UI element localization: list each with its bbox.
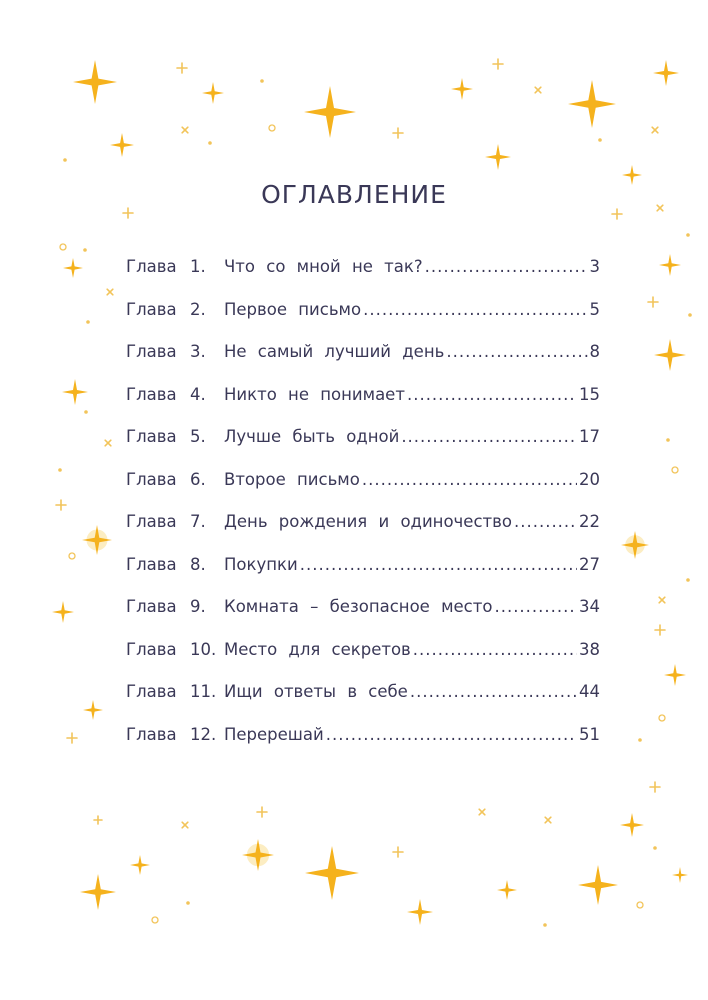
dot-icon bbox=[83, 248, 87, 252]
dot-icon bbox=[598, 138, 602, 142]
dot-icon bbox=[58, 468, 62, 472]
toc-row[interactable] bbox=[126, 342, 600, 385]
chapter-page: 17 bbox=[579, 427, 600, 446]
chapter-name: Комната – безопасное место bbox=[224, 597, 493, 616]
chapter-number: 3. bbox=[190, 342, 206, 361]
dot-leader bbox=[362, 470, 577, 489]
chapter-word: Глава bbox=[126, 299, 177, 319]
ring-dot-icon bbox=[152, 917, 158, 923]
chapter-word: Глава bbox=[126, 554, 177, 574]
star-icon bbox=[110, 133, 134, 157]
dot-icon bbox=[688, 313, 692, 317]
dot-leader bbox=[446, 342, 587, 361]
star-icon bbox=[621, 531, 649, 559]
star-icon bbox=[305, 846, 359, 900]
chapter-number: 9. bbox=[190, 597, 206, 616]
dot-icon bbox=[84, 410, 88, 414]
toc-row[interactable] bbox=[126, 725, 600, 768]
plus-mark-icon bbox=[177, 63, 187, 73]
star-icon bbox=[620, 813, 644, 837]
dot-icon bbox=[686, 233, 690, 237]
dot-icon bbox=[686, 578, 690, 582]
star-icon bbox=[63, 258, 83, 278]
star-icon bbox=[653, 60, 679, 86]
chapter-name: Первое письмо bbox=[224, 299, 362, 319]
chapter-number: 5. bbox=[190, 427, 206, 446]
chapter-page: 8 bbox=[589, 342, 600, 361]
star-icon bbox=[568, 80, 616, 128]
star-icon bbox=[659, 254, 681, 276]
chapter-name: Перерешай bbox=[224, 724, 324, 744]
chapter-word: Глава bbox=[126, 724, 177, 744]
cross-mark-icon bbox=[532, 84, 543, 95]
toc-row[interactable] bbox=[126, 555, 600, 598]
chapter-name: День рождения и одиночество bbox=[224, 512, 512, 531]
chapter-number: 4. bbox=[190, 384, 206, 404]
ring-dot-icon bbox=[672, 467, 678, 473]
cross-mark-icon bbox=[179, 819, 190, 830]
dot-icon bbox=[260, 79, 264, 83]
dot-icon bbox=[653, 846, 657, 850]
cross-mark-icon bbox=[102, 437, 113, 448]
star-icon bbox=[62, 379, 88, 405]
chapter-page: 44 bbox=[579, 682, 600, 701]
cross-mark-icon bbox=[179, 124, 190, 135]
toc-row[interactable] bbox=[126, 597, 600, 640]
plus-mark-icon bbox=[648, 297, 658, 307]
dot-icon bbox=[63, 158, 67, 162]
star-icon bbox=[83, 700, 103, 720]
chapter-name: Покупки bbox=[224, 554, 298, 574]
toc-row[interactable] bbox=[126, 300, 600, 343]
plus-mark-icon bbox=[257, 807, 267, 817]
toc-row[interactable] bbox=[126, 682, 600, 725]
dot-icon bbox=[208, 141, 212, 145]
star-icon bbox=[82, 525, 112, 555]
chapter-name: Лучше быть одной bbox=[224, 427, 400, 446]
plus-mark-icon bbox=[123, 208, 133, 218]
plus-mark-icon bbox=[650, 782, 660, 792]
chapter-name: Не самый лучший день bbox=[224, 342, 445, 361]
ring-dot-icon bbox=[659, 715, 665, 721]
chapter-page: 38 bbox=[579, 639, 600, 659]
ring-dot-icon bbox=[69, 553, 75, 559]
cross-mark-icon bbox=[542, 814, 553, 825]
plus-mark-icon bbox=[612, 209, 622, 219]
ring-dot-icon bbox=[637, 902, 643, 908]
chapter-number: 1. bbox=[190, 257, 206, 276]
chapter-page: 3 bbox=[589, 257, 600, 276]
chapter-name: Ищи ответы в себе bbox=[224, 682, 408, 701]
star-icon bbox=[202, 82, 224, 104]
plus-mark-icon bbox=[393, 847, 403, 857]
dot-leader bbox=[401, 427, 577, 446]
chapter-name: Что со мной не так? bbox=[224, 257, 423, 276]
toc-row[interactable] bbox=[126, 512, 600, 555]
dot-leader bbox=[514, 512, 577, 531]
cross-mark-icon bbox=[476, 806, 487, 817]
cross-mark-icon bbox=[104, 286, 115, 297]
toc-row[interactable] bbox=[126, 470, 600, 513]
dot-leader bbox=[326, 725, 577, 744]
chapter-number: 8. bbox=[190, 554, 206, 574]
toc-row[interactable] bbox=[126, 257, 600, 300]
dot-icon bbox=[186, 901, 190, 905]
star-icon bbox=[80, 874, 116, 910]
dot-leader bbox=[425, 257, 588, 276]
chapter-number: 11. bbox=[190, 682, 217, 701]
chapter-number: 7. bbox=[190, 512, 206, 531]
chapter-page: 34 bbox=[579, 597, 600, 616]
chapter-number: 10. bbox=[190, 639, 217, 659]
star-icon bbox=[73, 60, 117, 104]
plus-mark-icon bbox=[493, 59, 503, 69]
dot-leader bbox=[413, 640, 577, 659]
cross-mark-icon bbox=[649, 124, 660, 135]
chapter-word: Глава bbox=[126, 682, 177, 701]
plus-mark-icon bbox=[67, 733, 77, 743]
dot-icon bbox=[666, 438, 670, 442]
chapter-word: Глава bbox=[126, 639, 177, 659]
star-icon bbox=[242, 839, 274, 871]
star-icon bbox=[451, 78, 473, 100]
chapter-word: Глава bbox=[126, 342, 177, 361]
plus-mark-icon bbox=[56, 500, 66, 510]
chapter-number: 12. bbox=[190, 724, 217, 744]
table-of-contents bbox=[126, 257, 600, 767]
plus-mark-icon bbox=[655, 625, 665, 635]
chapter-number: 2. bbox=[190, 299, 206, 319]
star-icon bbox=[578, 865, 618, 905]
star-icon bbox=[130, 855, 150, 875]
page-title: ОГЛАВЛЕНИЕ bbox=[261, 180, 447, 209]
star-icon bbox=[304, 86, 356, 138]
chapter-word: Глава bbox=[126, 597, 177, 616]
chapter-name: Второе письмо bbox=[224, 469, 360, 489]
chapter-word: Глава bbox=[126, 427, 177, 446]
dot-leader bbox=[494, 597, 577, 616]
cross-mark-icon bbox=[656, 594, 667, 605]
dot-icon bbox=[86, 320, 90, 324]
chapter-word: Глава bbox=[126, 512, 177, 531]
star-icon bbox=[52, 601, 74, 623]
star-icon bbox=[485, 144, 511, 170]
star-icon bbox=[407, 899, 433, 925]
chapter-page: 15 bbox=[579, 384, 600, 404]
star-icon bbox=[654, 339, 686, 371]
chapter-page: 27 bbox=[579, 554, 600, 574]
toc-row[interactable] bbox=[126, 385, 600, 428]
toc-row[interactable] bbox=[126, 427, 600, 470]
star-icon bbox=[672, 867, 688, 883]
chapter-number: 6. bbox=[190, 469, 206, 489]
chapter-page: 5 bbox=[589, 299, 600, 319]
star-icon bbox=[497, 880, 517, 900]
dot-icon bbox=[638, 738, 642, 742]
toc-row[interactable] bbox=[126, 640, 600, 683]
chapter-name: Никто не понимает bbox=[224, 384, 405, 404]
plus-mark-icon bbox=[393, 128, 403, 138]
dot-leader bbox=[407, 385, 577, 404]
ring-dot-icon bbox=[60, 244, 66, 250]
chapter-name: Место для секретов bbox=[224, 639, 411, 659]
plus-mark-icon bbox=[94, 816, 102, 824]
chapter-page: 22 bbox=[579, 512, 600, 531]
dot-icon bbox=[543, 923, 547, 927]
star-icon bbox=[664, 664, 686, 686]
chapter-word: Глава bbox=[126, 469, 177, 489]
dot-leader bbox=[300, 555, 577, 574]
ring-dot-icon bbox=[269, 125, 275, 131]
chapter-page: 20 bbox=[579, 469, 600, 489]
chapter-page: 51 bbox=[579, 724, 600, 744]
dot-leader bbox=[410, 682, 577, 701]
chapter-word: Глава bbox=[126, 257, 177, 276]
chapter-word: Глава bbox=[126, 384, 177, 404]
dot-leader bbox=[363, 300, 587, 319]
